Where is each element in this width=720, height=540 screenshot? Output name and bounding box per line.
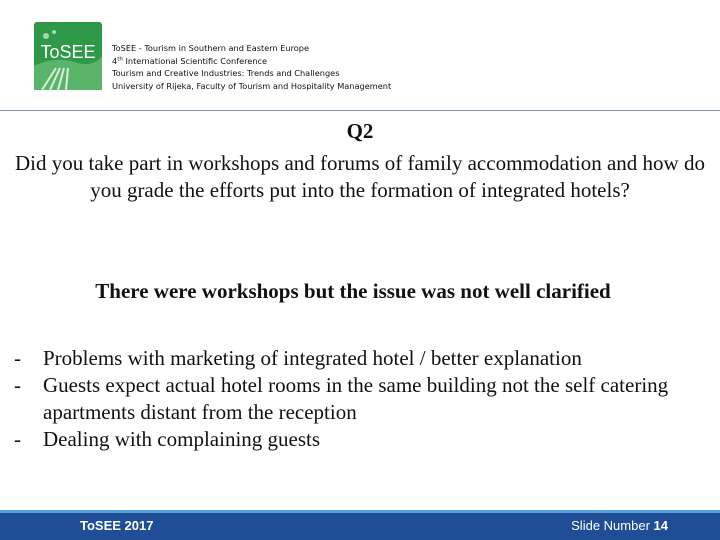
conference-header xyxy=(112,42,512,92)
header-line-1: ToSEE - Tourism in Southern and Eastern Europe xyxy=(112,43,310,53)
header-divider xyxy=(0,110,720,111)
footer-bar xyxy=(0,510,720,540)
list-item: - Dealing with complaining guests xyxy=(14,427,321,451)
header-line-2: 4th International Scientific Conference xyxy=(112,55,268,66)
question-title: Q2 xyxy=(346,119,374,143)
slide-number: Slide Number 14 xyxy=(571,518,668,533)
answer-text: There were workshops but the issue was not well clarified xyxy=(95,279,611,303)
list-item: - Problems with marketing of integrated hotel / better explanation xyxy=(14,346,582,370)
tosee-logo-icon xyxy=(34,22,102,90)
bullet-list xyxy=(14,345,704,453)
svg-text:ToSEE: ToSEE xyxy=(40,42,96,62)
header-line-3: Tourism and Creative Industries: Trends and Challenges xyxy=(112,68,340,78)
list-item: - Guests expect actual hotel rooms in the same building not the self catering apartments distant from the reception xyxy=(14,373,669,424)
header-line-4: University of Rijeka, Faculty of Tourism and Hospitality Management xyxy=(112,80,392,91)
footer-conference: ToSEE 2017 xyxy=(80,518,154,533)
question-text: Did you take part in workshops and forums of family accommodation and how do you grade the efforts put into the formation of integrated hotels? xyxy=(15,151,705,202)
